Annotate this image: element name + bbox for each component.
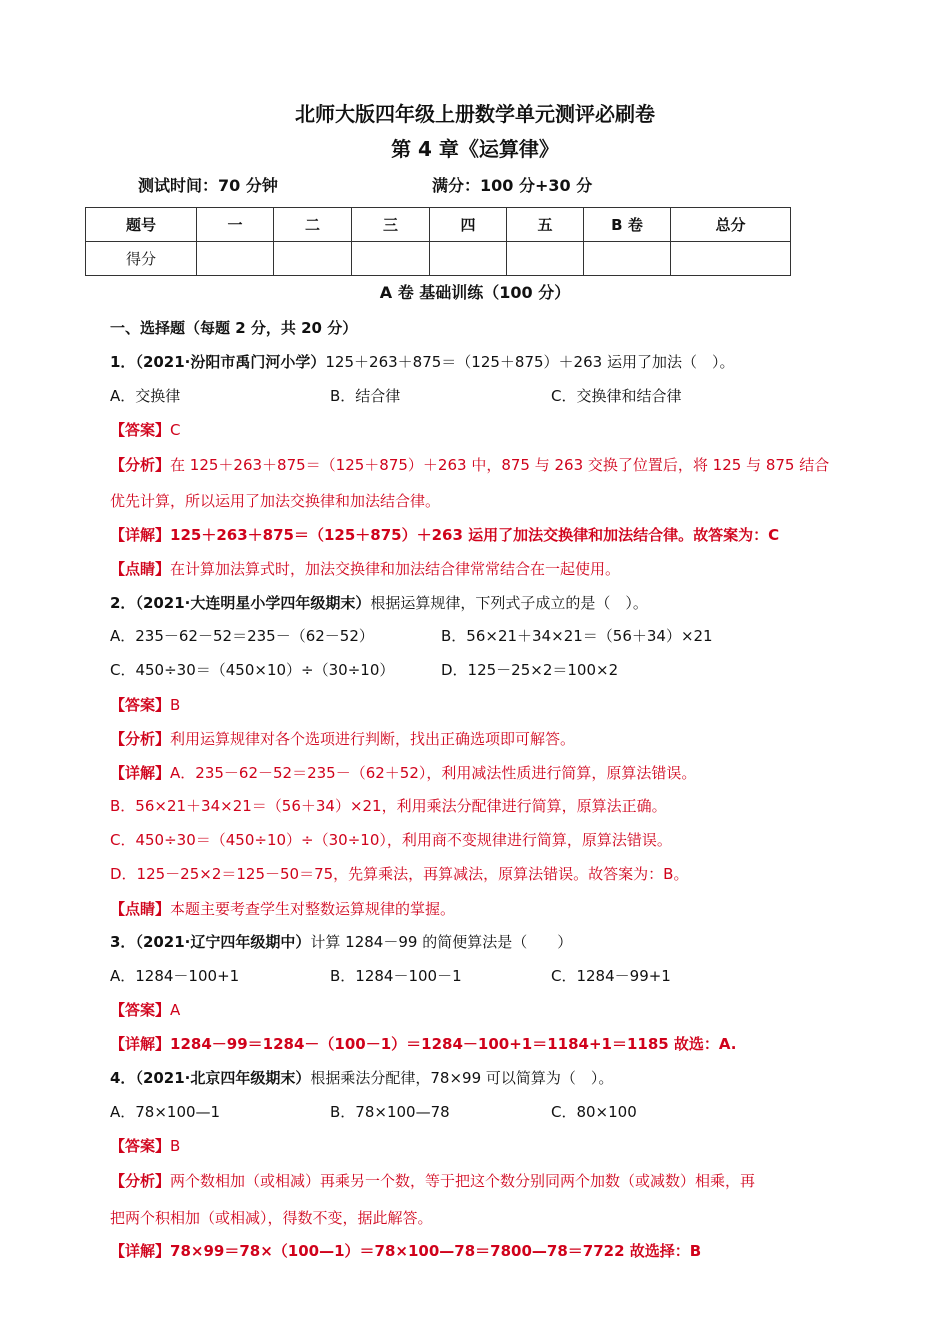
detail-text-d: D．125－25×2＝125－50＝75，先算乘法，再算减法，原算法错误。故答案为：B。 bbox=[110, 865, 689, 883]
question-stem: 计算 1284－99 的简便算法是（ ） bbox=[310, 933, 573, 951]
question-number: 1． bbox=[110, 353, 136, 371]
score-cell[interactable] bbox=[671, 242, 791, 276]
score-table-score-row bbox=[86, 242, 791, 276]
analysis bbox=[110, 728, 575, 749]
header-cell: 五 bbox=[507, 208, 584, 242]
detail-text: 125＋263＋875＝（125＋875）＋263 运用了加法交换律和加法结合律。故答案为：C bbox=[170, 526, 780, 544]
header-cell: 三 bbox=[352, 208, 430, 242]
detail-text: 1284－99＝1284－（100－1）＝1284－100+1＝1184+1＝1185 故选：A. bbox=[170, 1035, 737, 1053]
header-cell: 二 bbox=[274, 208, 352, 242]
header-cell: 题号 bbox=[86, 208, 197, 242]
answer-tag: 【答案】 bbox=[110, 1001, 171, 1019]
option-b: B．78×100—78 bbox=[330, 1103, 450, 1121]
analysis bbox=[110, 454, 829, 475]
question-1 bbox=[110, 351, 734, 372]
analysis-tag: 【分析】 bbox=[110, 1172, 171, 1190]
score-table bbox=[85, 207, 791, 276]
header-cell: 四 bbox=[430, 208, 507, 242]
option-c: C．80×100 bbox=[551, 1103, 637, 1121]
score-cell[interactable] bbox=[274, 242, 352, 276]
detail bbox=[110, 524, 779, 545]
option-b: B．1284－100－1 bbox=[330, 967, 462, 985]
analysis bbox=[110, 1170, 755, 1191]
detail bbox=[110, 1033, 737, 1054]
detail-text-c: C．450÷30＝（450÷10）÷（30÷10），利用商不变规律进行简算，原算法错误。 bbox=[110, 831, 672, 849]
analysis-tag: 【分析】 bbox=[110, 456, 171, 474]
detail-text: 78×99＝78×（100—1）＝78×100—78＝7800—78＝7722 故选择：B bbox=[170, 1242, 702, 1260]
tip bbox=[110, 558, 620, 579]
option-a: A．交换律 bbox=[110, 387, 181, 405]
question-3 bbox=[110, 931, 572, 952]
score-table-header-row bbox=[86, 208, 791, 242]
analysis-continued: 把两个积相加（或相减），得数不变，据此解答。 bbox=[110, 1209, 433, 1227]
question-4 bbox=[110, 1067, 613, 1088]
row-label: 得分 bbox=[86, 242, 197, 276]
option-a: A．78×100—1 bbox=[110, 1103, 221, 1121]
header-cell: 总分 bbox=[671, 208, 791, 242]
detail-tag: 【详解】 bbox=[110, 526, 171, 544]
option-a: A．235－62－52＝235－（62－52） bbox=[110, 627, 374, 645]
option-b: B．结合律 bbox=[330, 387, 401, 405]
option-b: B．56×21＋34×21＝（56＋34）×21 bbox=[441, 627, 713, 645]
header-cell: 一 bbox=[197, 208, 274, 242]
tip-tag: 【点睛】 bbox=[110, 560, 171, 578]
analysis-text: 利用运算规律对各个选项进行判断，找出正确选项即可解答。 bbox=[170, 730, 576, 748]
detail-tag: 【详解】 bbox=[110, 764, 171, 782]
tip-tag: 【点睛】 bbox=[110, 900, 171, 918]
question-stem: 125＋263＋875＝（125＋875）＋263 运用了加法（ ）。 bbox=[325, 353, 735, 371]
answer bbox=[110, 694, 180, 715]
analysis-continued: 优先计算，所以运用了加法交换律和加法结合律。 bbox=[110, 492, 441, 510]
question-number: 2． bbox=[110, 594, 136, 612]
answer-value: A bbox=[170, 1001, 181, 1019]
analysis-tag: 【分析】 bbox=[110, 730, 171, 748]
option-a: A．1284－100+1 bbox=[110, 967, 240, 985]
question-number: 4． bbox=[110, 1069, 136, 1087]
question-number: 3． bbox=[110, 933, 136, 951]
question-source: （2021·辽宁四年级期中） bbox=[135, 933, 311, 951]
full-score: 满分：100 分+30 分 bbox=[432, 176, 593, 195]
score-cell[interactable] bbox=[430, 242, 507, 276]
answer bbox=[110, 999, 180, 1020]
test-time: 测试时间：70 分钟 bbox=[138, 176, 278, 195]
answer-tag: 【答案】 bbox=[110, 421, 171, 439]
question-source: （2021·大连明星小学四年级期末） bbox=[135, 594, 371, 612]
question-2 bbox=[110, 592, 648, 613]
detail bbox=[110, 762, 696, 783]
tip-text: 在计算加法算式时，加法交换律和加法结合律常常结合在一起使用。 bbox=[170, 560, 621, 578]
detail bbox=[110, 1240, 701, 1261]
option-c: C．1284－99+1 bbox=[551, 967, 671, 985]
tip-text: 本题主要考查学生对整数运算规律的掌握。 bbox=[170, 900, 456, 918]
score-cell[interactable] bbox=[507, 242, 584, 276]
header-cell: B 卷 bbox=[584, 208, 671, 242]
answer bbox=[110, 419, 181, 440]
analysis-text: 在 125＋263＋875＝（125＋875）＋263 中，875 与 263 交换了位置后，将 125 与 875 结合 bbox=[170, 456, 830, 474]
detail-text-a: A．235－62－52＝235－（62＋52），利用减法性质进行简算，原算法错误。 bbox=[170, 764, 697, 782]
answer-tag: 【答案】 bbox=[110, 1137, 171, 1155]
answer-value: C bbox=[170, 421, 181, 439]
option-c: C．交换律和结合律 bbox=[551, 387, 682, 405]
section-title: 一、选择题（每题 2 分，共 20 分） bbox=[110, 319, 358, 337]
part-a-title: A 卷 基础训练（100 分） bbox=[379, 283, 571, 302]
option-c: C．450÷30＝（450×10）÷（30÷10） bbox=[110, 661, 395, 679]
page-title: 北师大版四年级上册数学单元测评必刷卷 bbox=[295, 102, 655, 126]
chapter-subtitle: 第 4 章《运算律》 bbox=[391, 137, 559, 161]
question-source: （2021·汾阳市禹门河小学） bbox=[135, 353, 326, 371]
question-stem: 根据乘法分配律，78×99 可以简算为（ ）。 bbox=[310, 1069, 614, 1087]
answer bbox=[110, 1135, 180, 1156]
analysis-text: 两个数相加（或相减）再乘另一个数，等于把这个数分别同两个加数（或减数）相乘，再 bbox=[170, 1172, 756, 1190]
detail-tag: 【详解】 bbox=[110, 1035, 171, 1053]
answer-value: B bbox=[170, 1137, 181, 1155]
detail-tag: 【详解】 bbox=[110, 1242, 171, 1260]
answer-tag: 【答案】 bbox=[110, 696, 171, 714]
answer-value: B bbox=[170, 696, 181, 714]
score-cell[interactable] bbox=[352, 242, 430, 276]
detail-text-b: B．56×21＋34×21＝（56＋34）×21，利用乘法分配律进行简算，原算法正确。 bbox=[110, 797, 667, 815]
tip bbox=[110, 898, 455, 919]
option-d: D．125－25×2＝100×2 bbox=[441, 661, 619, 679]
question-source: （2021·北京四年级期末） bbox=[135, 1069, 311, 1087]
score-cell[interactable] bbox=[197, 242, 274, 276]
question-stem: 根据运算规律，下列式子成立的是（ ）。 bbox=[370, 594, 648, 612]
score-cell[interactable] bbox=[584, 242, 671, 276]
